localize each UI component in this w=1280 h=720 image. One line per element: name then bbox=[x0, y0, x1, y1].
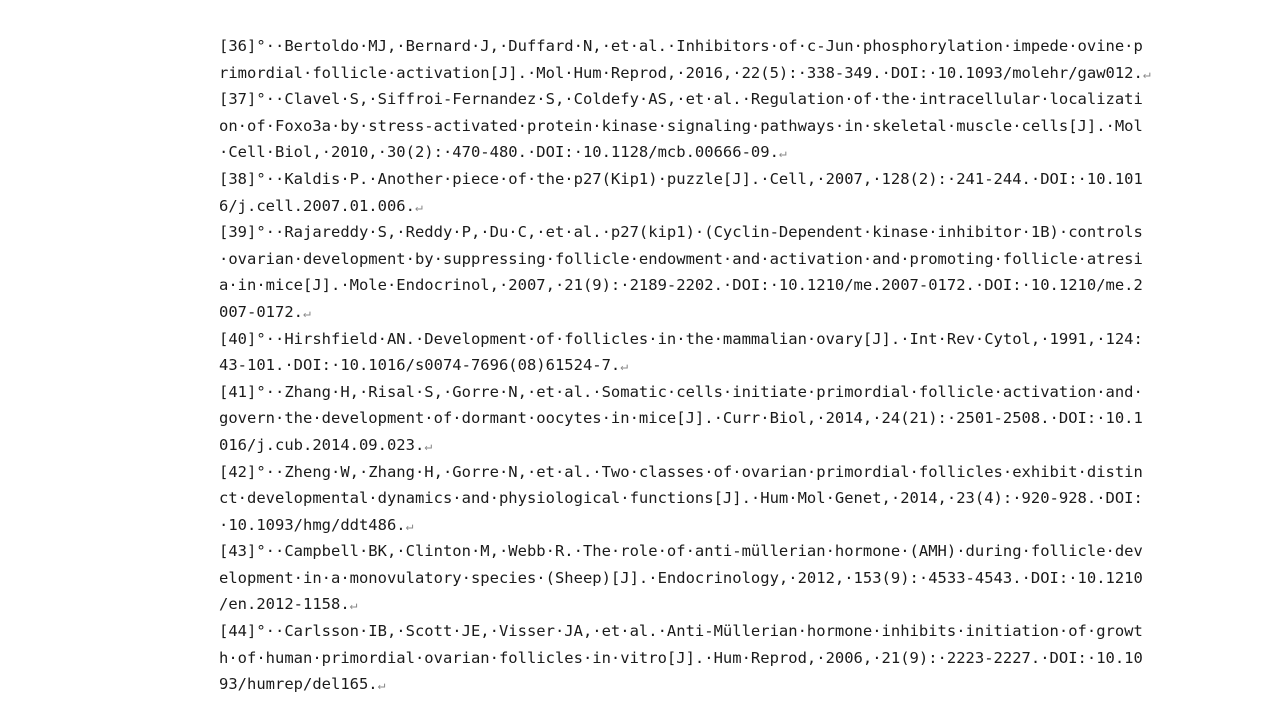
reference-entry bbox=[219, 33, 1151, 86]
reference-entry bbox=[219, 86, 1143, 166]
reference-text: on·of·Foxo3a·by·stress-activated·protein·kinase·signaling·pathways·in·skeletal·muscle·cells[J].·Mol bbox=[219, 116, 1143, 135]
reference-text: 016/j.cub.2014.09.023. bbox=[219, 435, 425, 454]
reference-text: /en.2012-1158. bbox=[219, 595, 350, 614]
reference-entry bbox=[219, 379, 1143, 459]
reference-entry bbox=[219, 538, 1143, 618]
reference-text: ·Cell·Biol,·2010,·30(2):·470-480.·DOI:·10.1128/mcb.00666-09. bbox=[219, 143, 779, 162]
paragraph-mark-icon: ↵ bbox=[303, 305, 311, 321]
reference-line bbox=[219, 459, 1143, 486]
reference-text: [37]°··Clavel·S,·Siffroi-Fernandez·S,·Coldefy·AS,·et·al.·Regulation·of·the·intracellular·localizati bbox=[219, 90, 1143, 109]
reference-entry bbox=[219, 459, 1143, 539]
reference-line bbox=[219, 219, 1143, 246]
reference-line bbox=[219, 139, 1107, 166]
reference-text: [38]°··Kaldis·P.·Another·piece·of·the·p27(Kip1)·puzzle[J].·Cell,·2007,·128(2):·241-244.·DOI:·10.101 bbox=[219, 169, 1143, 188]
reference-line bbox=[219, 246, 1143, 273]
paragraph-mark-icon: ↵ bbox=[1142, 66, 1151, 82]
paragraph-mark-icon: ↵ bbox=[377, 678, 386, 694]
reference-line bbox=[219, 538, 1143, 565]
reference-entry bbox=[219, 326, 1143, 379]
reference-line bbox=[219, 33, 1143, 60]
paragraph-mark-icon: ↵ bbox=[405, 518, 414, 534]
reference-text: [42]°··Zheng·W,·Zhang·H,·Gorre·N,·et·al.·Two·classes·of·ovarian·primordial·follicles·exhibit·distin bbox=[219, 462, 1143, 481]
reference-line bbox=[219, 299, 1107, 326]
reference-line bbox=[219, 671, 1107, 698]
reference-text: [41]°··Zhang·H,·Risal·S,·Gorre·N,·et·al.·Somatic·cells·initiate·primordial·follicle·activation·and· bbox=[219, 382, 1143, 401]
reference-text: elopment·in·a·monovulatory·species·(Sheep)[J].·Endocrinology,·2012,·153(9):·4533-4543.·DOI:·10.1210 bbox=[219, 568, 1143, 587]
reference-text: a·in·mice[J].·Mole·Endocrinol,·2007,·21(9):·2189-2202.·DOI:·10.1210/me.2007-0172.·DOI:·10.1210/me.2 bbox=[219, 276, 1143, 295]
reference-text: [40]°··Hirshfield·AN.·Development·of·follicles·in·the·mammalian·ovary[J].·Int·Rev·Cytol,·1991,·124: bbox=[219, 329, 1143, 348]
reference-text: rimordial·follicle·activation[J].·Mol·Hum·Reprod,·2016,·22(5):·338-349.·DOI:·10.1093/molehr/gaw012. bbox=[219, 63, 1143, 82]
reference-list bbox=[219, 33, 1151, 698]
reference-text: 93/humrep/del165. bbox=[219, 675, 378, 694]
reference-text: 007-0172. bbox=[219, 302, 303, 321]
reference-text: h·of·human·primordial·ovarian·follicles·in·vitro[J].·Hum·Reprod,·2006,·21(9):·2223-2227.·DOI:·10.10 bbox=[219, 648, 1143, 667]
reference-line bbox=[219, 113, 1143, 140]
reference-line bbox=[219, 432, 1107, 459]
reference-line bbox=[219, 166, 1143, 193]
reference-entry bbox=[219, 166, 1143, 219]
reference-entry bbox=[219, 618, 1143, 698]
reference-text: [36]°··Bertoldo·MJ,·Bernard·J,·Duffard·N,·et·al.·Inhibitors·of·c-Jun·phosphorylation·impede·ovine·p bbox=[219, 37, 1143, 55]
reference-line bbox=[219, 193, 1107, 220]
reference-line bbox=[219, 485, 1143, 512]
reference-line bbox=[219, 618, 1143, 645]
reference-line bbox=[219, 60, 1151, 87]
reference-text: 6/j.cell.2007.01.006. bbox=[219, 196, 415, 215]
reference-line bbox=[219, 352, 1107, 379]
reference-text: [39]°··Rajareddy·S,·Reddy·P,·Du·C,·et·al.·p27(kip1)·(Cyclin-Dependent·kinase·inhibitor·1B)·controls bbox=[219, 223, 1143, 242]
paragraph-mark-icon: ↵ bbox=[349, 598, 358, 614]
reference-line bbox=[219, 405, 1143, 432]
reference-line bbox=[219, 645, 1143, 672]
reference-line bbox=[219, 326, 1143, 353]
reference-text: govern·the·development·of·dormant·oocytes·in·mice[J].·Curr·Biol,·2014,·24(21):·2501-2508.·DOI:·10.1 bbox=[219, 409, 1143, 428]
paragraph-mark-icon: ↵ bbox=[620, 359, 629, 375]
reference-text: 43-101.·DOI:·10.1016/s0074-7696(08)61524-7. bbox=[219, 356, 621, 375]
reference-line bbox=[219, 565, 1143, 592]
paragraph-mark-icon: ↵ bbox=[424, 438, 433, 454]
paragraph-mark-icon: ↵ bbox=[414, 199, 423, 215]
reference-line bbox=[219, 379, 1143, 406]
reference-text: ct·developmental·dynamics·and·physiological·functions[J].·Hum·Mol·Genet,·2014,·23(4):·920-928.·DOI: bbox=[219, 489, 1143, 508]
reference-text: [44]°··Carlsson·IB,·Scott·JE,·Visser·JA,·et·al.·Anti-Müllerian·hormone·inhibits·initiation·of·growt bbox=[219, 622, 1143, 641]
reference-text: ·ovarian·development·by·suppressing·follicle·endowment·and·activation·and·promoting·follicle·atresi bbox=[219, 249, 1143, 268]
reference-line bbox=[219, 86, 1143, 113]
paragraph-mark-icon: ↵ bbox=[778, 146, 787, 162]
reference-text: [43]°··Campbell·BK,·Clinton·M,·Webb·R.·The·role·of·anti-müllerian·hormone·(AMH)·during·follicle·dev bbox=[219, 542, 1143, 561]
reference-entry bbox=[219, 219, 1143, 325]
reference-line bbox=[219, 272, 1143, 299]
reference-line bbox=[219, 591, 1107, 618]
reference-line bbox=[219, 512, 1107, 539]
reference-text: ·10.1093/hmg/ddt486. bbox=[219, 515, 406, 534]
